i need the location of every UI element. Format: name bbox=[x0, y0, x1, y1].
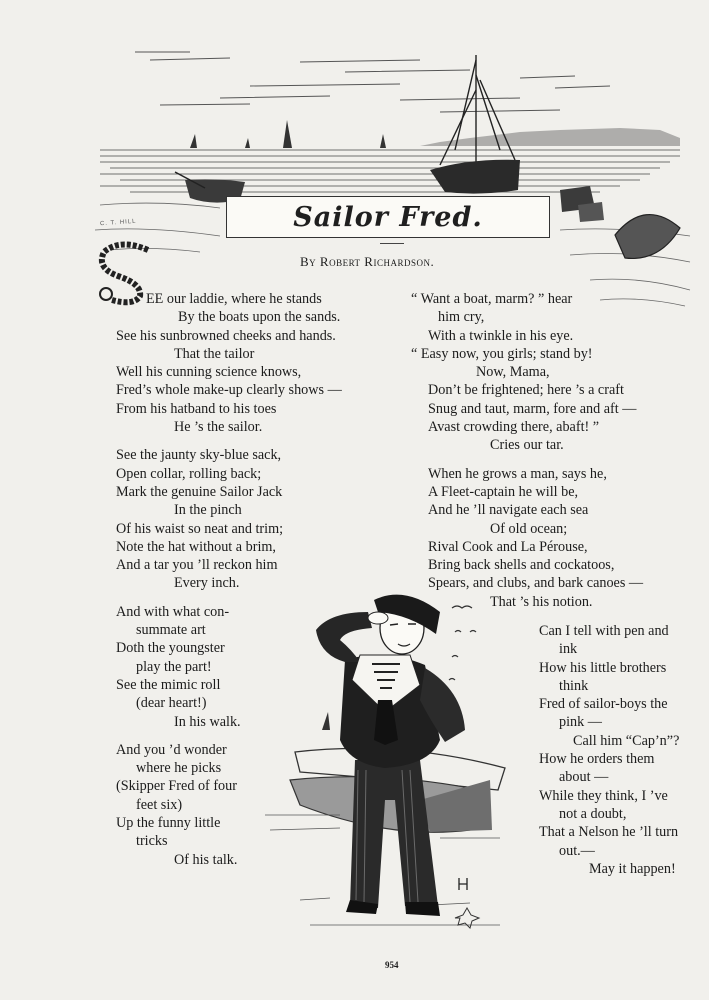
stanza-6-line-1: When he grows a man, says he, bbox=[428, 465, 607, 482]
stanza-1-line-3: See his sunbrowned cheeks and hands. bbox=[116, 327, 336, 344]
stanza-5-line-5: Now, Mama, bbox=[476, 364, 550, 381]
stanza-5-line-4: “ Easy now, you girls; stand by! bbox=[411, 345, 593, 362]
stanza-4-line-5: Up the funny little bbox=[116, 815, 221, 832]
poem-column-left bbox=[116, 290, 342, 869]
stanza-2-line-8: Every inch. bbox=[174, 575, 240, 592]
title-rule bbox=[380, 243, 404, 244]
stanza-3-line-4: play the part! bbox=[136, 658, 212, 675]
stanza-2-line-6: Note the hat without a brim, bbox=[116, 538, 276, 555]
title-banner bbox=[226, 196, 550, 238]
stanza-3-line-2: summate art bbox=[136, 622, 206, 639]
stanza-5-line-3: With a twinkle in his eye. bbox=[428, 327, 574, 344]
stanza-5-line-6: Don’t be frightened; here ’s a craft bbox=[428, 382, 624, 399]
stanza-2-line-2: Open collar, rolling back; bbox=[116, 465, 262, 482]
stanza-6-line-6: Bring back shells and cockatoos, bbox=[428, 557, 615, 574]
stanza-3-line-5: See the mimic roll bbox=[116, 676, 221, 693]
stanza-7-line-6: pink — bbox=[559, 714, 602, 731]
stanza-1-line-2: By the boats upon the sands. bbox=[178, 309, 341, 326]
stanza-3-line-7: In his walk. bbox=[174, 713, 241, 730]
stanza-2-line-1: See the jaunty sky-blue sack, bbox=[116, 447, 282, 464]
stanza-7-line-8: How he orders them bbox=[539, 751, 655, 768]
stanza-7-line-1: Can I tell with pen and bbox=[539, 623, 669, 639]
stanza-1-line-5: Well his cunning science knows, bbox=[116, 364, 302, 381]
poem-column-right bbox=[539, 622, 679, 878]
stanza-1-line-4: That the tailor bbox=[174, 345, 255, 362]
stanza-7-line-11: not a doubt, bbox=[559, 805, 627, 822]
stanza-7-line-2: ink bbox=[559, 641, 578, 658]
stanza-7-line-12: That a Nelson he ’ll turn bbox=[539, 824, 679, 841]
stanza-5-line-9: Cries our tar. bbox=[490, 437, 564, 454]
stanza-7-line-14: May it happen! bbox=[589, 860, 676, 877]
stanza-1-line-8: He ’s the sailor. bbox=[174, 419, 263, 436]
stanza-1-line-7: From his hatband to his toes bbox=[116, 400, 277, 417]
stanza-4-line-3: (Skipper Fred of four bbox=[116, 778, 237, 795]
stanza-5-line-7: Snug and taut, marm, fore and aft — bbox=[428, 400, 637, 417]
stanza-6-line-2: A Fleet-captain he will be, bbox=[428, 483, 579, 500]
byline: By Robert Richardson. bbox=[300, 254, 435, 269]
stanza-2-line-5: Of his waist so neat and trim; bbox=[116, 520, 284, 537]
stanza-6-line-8: That ’s his notion. bbox=[490, 593, 593, 610]
stanza-4-line-2: where he picks bbox=[136, 760, 222, 777]
stanza-4-line-6: tricks bbox=[136, 833, 168, 850]
stanza-1-line-6: Fred’s whole make-up clearly shows — bbox=[116, 382, 342, 399]
stanza-3-line-6: (dear heart!) bbox=[136, 695, 207, 712]
illustrator-signature: C. T. HILL bbox=[99, 218, 137, 228]
stanza-5-line-1: “ Want a boat, marm? ” hear bbox=[411, 291, 573, 307]
stanza-4-line-1: And you ’d wonder bbox=[116, 741, 227, 758]
stanza-3-line-3: Doth the youngster bbox=[116, 640, 225, 657]
stanza-6-line-5: Rival Cook and La Pérouse, bbox=[428, 538, 588, 555]
stanza-6-line-7: Spears, and clubs, and bark canoes — bbox=[428, 575, 644, 592]
stanza-6-line-4: Of old ocean; bbox=[490, 520, 568, 537]
stanza-2-line-3: Mark the genuine Sailor Jack bbox=[116, 483, 283, 500]
stanza-5-line-8: Avast crowding there, abaft! ” bbox=[428, 419, 600, 436]
stanza-1-line-1: EE our laddie, where he stands bbox=[146, 291, 322, 307]
stanza-5-line-2: him cry, bbox=[438, 309, 485, 326]
stanza-7-line-5: Fred of sailor-boys the bbox=[539, 696, 668, 713]
stanza-7-line-7: Call him “Cap’n”? bbox=[573, 732, 680, 749]
stanza-7-line-3: How his little brothers bbox=[539, 659, 667, 676]
stanza-4-line-4: feet six) bbox=[136, 796, 183, 813]
stanza-7-line-4: think bbox=[559, 677, 589, 694]
poem-column-middle bbox=[411, 290, 644, 611]
stanza-4-line-7: Of his talk. bbox=[174, 851, 238, 868]
stanza-7-line-9: about — bbox=[559, 769, 609, 786]
stanza-6-line-3: And he ’ll navigate each sea bbox=[428, 502, 589, 519]
stanza-3-line-1: And with what con- bbox=[116, 603, 230, 620]
stanza-2-line-7: And a tar you ’ll reckon him bbox=[116, 557, 278, 574]
stanza-2-line-4: In the pinch bbox=[174, 502, 242, 519]
stanza-7-line-10: While they think, I ’ve bbox=[539, 787, 668, 804]
poem-title: Sailor Fred. bbox=[293, 201, 483, 233]
page-number: 954 bbox=[385, 960, 399, 970]
stanza-7-line-13: out.— bbox=[559, 842, 595, 859]
